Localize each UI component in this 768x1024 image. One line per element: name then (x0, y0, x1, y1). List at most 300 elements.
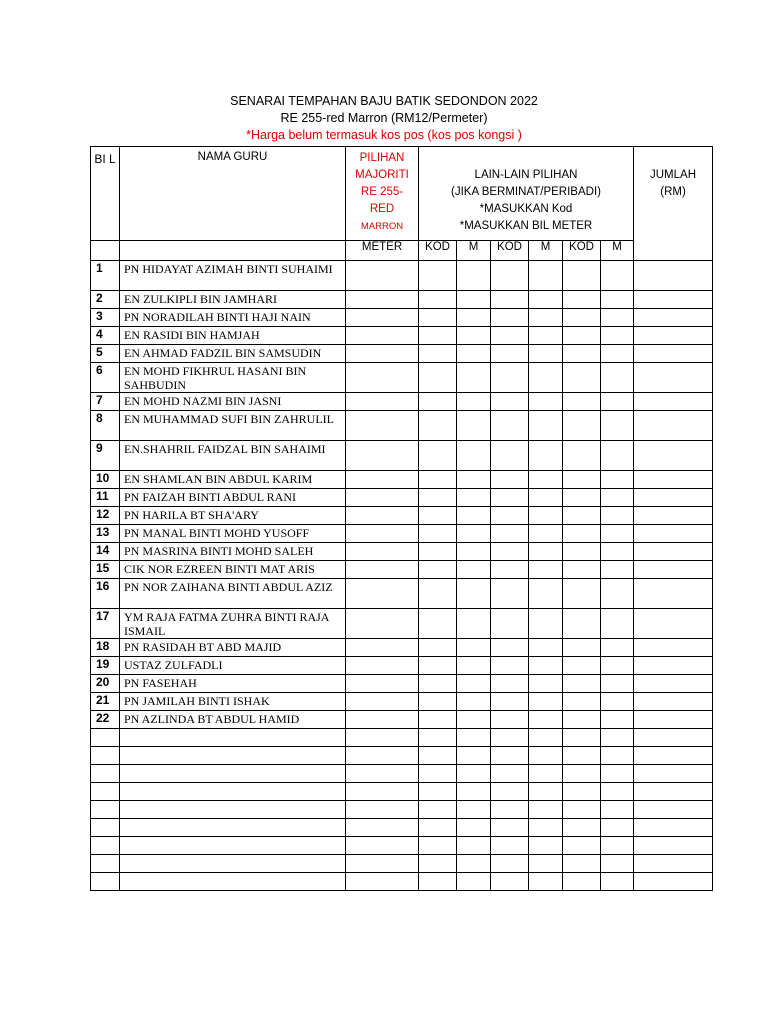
jumlah-cell[interactable] (634, 525, 713, 543)
table-row (91, 471, 713, 489)
m-cell[interactable] (601, 393, 634, 411)
kod-cell[interactable] (419, 291, 457, 309)
row-number: 3 (91, 309, 120, 327)
kod-cell[interactable] (563, 291, 601, 309)
m-cell[interactable] (457, 261, 491, 291)
m-cell[interactable] (529, 783, 563, 801)
kod-cell[interactable] (419, 543, 457, 561)
kod-header-3: KOD (563, 241, 601, 261)
kod-cell[interactable] (491, 801, 529, 819)
meter-cell[interactable] (346, 345, 419, 363)
kod-cell[interactable] (491, 525, 529, 543)
meter-cell[interactable] (346, 489, 419, 507)
row-number (91, 837, 120, 855)
meter-cell[interactable] (346, 543, 419, 561)
m-cell[interactable] (529, 639, 563, 657)
kod-cell[interactable] (419, 765, 457, 783)
m-cell[interactable] (457, 765, 491, 783)
kod-cell[interactable] (563, 747, 601, 765)
kod-cell[interactable] (563, 507, 601, 525)
m-cell[interactable] (457, 309, 491, 327)
m-cell[interactable] (601, 873, 634, 891)
teacher-name: PN HIDAYAT AZIMAH BINTI SUHAIMI (120, 261, 346, 291)
kod-cell[interactable] (491, 639, 529, 657)
kod-cell[interactable] (563, 657, 601, 675)
m-cell[interactable] (457, 327, 491, 345)
meter-cell[interactable] (346, 693, 419, 711)
kod-cell[interactable] (563, 783, 601, 801)
kod-cell[interactable] (419, 639, 457, 657)
kod-cell[interactable] (491, 489, 529, 507)
m-cell[interactable] (601, 639, 634, 657)
kod-cell[interactable] (491, 711, 529, 729)
m-cell[interactable] (601, 525, 634, 543)
m-cell[interactable] (601, 471, 634, 489)
jumlah-cell[interactable] (634, 489, 713, 507)
m-cell[interactable] (529, 393, 563, 411)
m-cell[interactable] (529, 525, 563, 543)
kod-cell[interactable] (419, 837, 457, 855)
kod-cell[interactable] (491, 855, 529, 873)
row-number: 5 (91, 345, 120, 363)
jumlah-cell[interactable] (634, 819, 713, 837)
kod-cell[interactable] (491, 675, 529, 693)
meter-cell[interactable] (346, 363, 419, 393)
kod-cell[interactable] (491, 543, 529, 561)
jumlah-cell[interactable] (634, 765, 713, 783)
m-cell[interactable] (457, 837, 491, 855)
kod-cell[interactable] (563, 639, 601, 657)
jumlah-cell[interactable] (634, 609, 713, 639)
jumlah-cell[interactable] (634, 561, 713, 579)
table-row (91, 327, 713, 345)
meter-cell[interactable] (346, 441, 419, 471)
m-cell[interactable] (457, 819, 491, 837)
m-cell[interactable] (601, 729, 634, 747)
kod-cell[interactable] (419, 711, 457, 729)
kod-cell[interactable] (563, 579, 601, 609)
m-cell[interactable] (457, 801, 491, 819)
m-cell[interactable] (601, 765, 634, 783)
teacher-name: PN MANAL BINTI MOHD YUSOFF (120, 525, 346, 543)
teacher-name: PN NOR ZAIHANA BINTI ABDUL AZIZ (120, 579, 346, 609)
m-cell[interactable] (601, 675, 634, 693)
table-row (91, 693, 713, 711)
kod-cell[interactable] (491, 819, 529, 837)
teacher-name (120, 855, 346, 873)
meter-cell[interactable] (346, 711, 419, 729)
jumlah-cell[interactable] (634, 261, 713, 291)
kod-cell[interactable] (491, 579, 529, 609)
meter-cell[interactable] (346, 747, 419, 765)
kod-cell[interactable] (491, 657, 529, 675)
m-cell[interactable] (457, 393, 491, 411)
kod-cell[interactable] (563, 609, 601, 639)
table-row (91, 729, 713, 747)
meter-cell[interactable] (346, 471, 419, 489)
meter-cell[interactable] (346, 561, 419, 579)
kod-cell[interactable] (491, 261, 529, 291)
row-number (91, 819, 120, 837)
m-cell[interactable] (457, 525, 491, 543)
jumlah-cell[interactable] (634, 693, 713, 711)
meter-cell[interactable] (346, 579, 419, 609)
m-cell[interactable] (601, 657, 634, 675)
meter-cell[interactable] (346, 393, 419, 411)
row-number: 16 (91, 579, 120, 609)
m-cell[interactable] (457, 471, 491, 489)
kod-cell[interactable] (419, 819, 457, 837)
m-cell[interactable] (457, 855, 491, 873)
kod-cell[interactable] (419, 327, 457, 345)
m-cell[interactable] (457, 507, 491, 525)
kod-cell[interactable] (419, 525, 457, 543)
kod-cell[interactable] (419, 345, 457, 363)
m-cell[interactable] (529, 309, 563, 327)
kod-cell[interactable] (563, 765, 601, 783)
jumlah-cell[interactable] (634, 657, 713, 675)
kod-cell[interactable] (419, 609, 457, 639)
kod-cell[interactable] (419, 783, 457, 801)
m-cell[interactable] (529, 693, 563, 711)
m-cell[interactable] (529, 579, 563, 609)
m-cell[interactable] (601, 345, 634, 363)
kod-cell[interactable] (563, 411, 601, 441)
m-cell[interactable] (601, 819, 634, 837)
kod-cell[interactable] (419, 675, 457, 693)
m-cell[interactable] (529, 507, 563, 525)
kod-cell[interactable] (419, 411, 457, 441)
jumlah-cell[interactable] (634, 579, 713, 609)
jumlah-cell[interactable] (634, 291, 713, 309)
m-header-1: M (457, 241, 491, 261)
kod-cell[interactable] (419, 801, 457, 819)
meter-cell[interactable] (346, 639, 419, 657)
kod-cell[interactable] (419, 729, 457, 747)
meter-cell[interactable] (346, 309, 419, 327)
m-cell[interactable] (529, 801, 563, 819)
jumlah-cell[interactable] (634, 363, 713, 393)
m-cell[interactable] (457, 657, 491, 675)
kod-cell[interactable] (563, 873, 601, 891)
m-cell[interactable] (601, 693, 634, 711)
m-cell[interactable] (529, 765, 563, 783)
m-cell[interactable] (601, 783, 634, 801)
m-cell[interactable] (529, 411, 563, 441)
jumlah-cell[interactable] (634, 345, 713, 363)
jumlah-cell[interactable] (634, 327, 713, 345)
kod-cell[interactable] (563, 441, 601, 471)
row-number: 7 (91, 393, 120, 411)
meter-cell[interactable] (346, 783, 419, 801)
m-cell[interactable] (457, 639, 491, 657)
jumlah-cell[interactable] (634, 747, 713, 765)
m-cell[interactable] (529, 345, 563, 363)
m-cell[interactable] (457, 873, 491, 891)
row-number (91, 747, 120, 765)
m-cell[interactable] (601, 543, 634, 561)
kod-cell[interactable] (419, 507, 457, 525)
meter-cell[interactable] (346, 819, 419, 837)
m-cell[interactable] (457, 489, 491, 507)
kod-cell[interactable] (563, 489, 601, 507)
kod-cell[interactable] (563, 261, 601, 291)
m-cell[interactable] (529, 441, 563, 471)
m-cell[interactable] (601, 507, 634, 525)
m-cell[interactable] (529, 837, 563, 855)
kod-cell[interactable] (491, 873, 529, 891)
row-number: 2 (91, 291, 120, 309)
kod-cell[interactable] (491, 729, 529, 747)
meter-cell[interactable] (346, 675, 419, 693)
teacher-name: PN AZLINDA BT ABDUL HAMID (120, 711, 346, 729)
kod-cell[interactable] (491, 747, 529, 765)
m-cell[interactable] (601, 855, 634, 873)
row-number: 15 (91, 561, 120, 579)
kod-cell[interactable] (419, 393, 457, 411)
jumlah-cell[interactable] (634, 801, 713, 819)
kod-cell[interactable] (563, 711, 601, 729)
kod-cell[interactable] (563, 729, 601, 747)
m-cell[interactable] (601, 261, 634, 291)
teacher-name: YM RAJA FATMA ZUHRA BINTI RAJA ISMAIL (120, 609, 346, 639)
table-row (91, 309, 713, 327)
kod-cell[interactable] (491, 693, 529, 711)
m-cell[interactable] (529, 711, 563, 729)
m-cell[interactable] (457, 711, 491, 729)
meter-cell[interactable] (346, 657, 419, 675)
meter-cell[interactable] (346, 765, 419, 783)
jumlah-cell[interactable] (634, 441, 713, 471)
row-number: 6 (91, 363, 120, 393)
table-row (91, 363, 713, 393)
m-cell[interactable] (601, 837, 634, 855)
meter-cell[interactable] (346, 261, 419, 291)
kod-header-2: KOD (491, 241, 529, 261)
jumlah-cell[interactable] (634, 675, 713, 693)
m-cell[interactable] (601, 489, 634, 507)
kod-cell[interactable] (419, 579, 457, 609)
kod-cell[interactable] (419, 363, 457, 393)
kod-cell[interactable] (491, 393, 529, 411)
kod-cell[interactable] (491, 765, 529, 783)
meter-cell[interactable] (346, 327, 419, 345)
m-cell[interactable] (457, 411, 491, 441)
m-cell[interactable] (601, 747, 634, 765)
kod-cell[interactable] (491, 327, 529, 345)
teacher-name (120, 837, 346, 855)
kod-cell[interactable] (419, 441, 457, 471)
kod-cell[interactable] (563, 471, 601, 489)
table-row (91, 873, 713, 891)
jumlah-cell[interactable] (634, 309, 713, 327)
m-cell[interactable] (529, 819, 563, 837)
row-number: 21 (91, 693, 120, 711)
table-row (91, 711, 713, 729)
meter-cell[interactable] (346, 411, 419, 441)
meter-cell[interactable] (346, 291, 419, 309)
table-row (91, 393, 713, 411)
meter-cell[interactable] (346, 855, 419, 873)
m-cell[interactable] (529, 729, 563, 747)
kod-cell[interactable] (491, 507, 529, 525)
m-header-2: M (529, 241, 563, 261)
kod-cell[interactable] (419, 261, 457, 291)
m-cell[interactable] (529, 609, 563, 639)
kod-cell[interactable] (491, 363, 529, 393)
m-cell[interactable] (457, 291, 491, 309)
kod-cell[interactable] (563, 327, 601, 345)
kod-cell[interactable] (491, 609, 529, 639)
m-cell[interactable] (529, 747, 563, 765)
teacher-name: EN MOHD FIKHRUL HASANI BIN SAHBUDIN (120, 363, 346, 393)
m-cell[interactable] (529, 855, 563, 873)
m-cell[interactable] (529, 873, 563, 891)
jumlah-cell[interactable] (634, 471, 713, 489)
kod-cell[interactable] (419, 471, 457, 489)
m-cell[interactable] (601, 363, 634, 393)
bil-sub-empty (91, 241, 120, 261)
table-row (91, 639, 713, 657)
row-number: 19 (91, 657, 120, 675)
jumlah-cell[interactable] (634, 507, 713, 525)
kod-cell[interactable] (563, 345, 601, 363)
m-cell[interactable] (529, 471, 563, 489)
kod-cell[interactable] (491, 471, 529, 489)
table-row (91, 783, 713, 801)
m-cell[interactable] (529, 327, 563, 345)
kod-cell[interactable] (491, 441, 529, 471)
m-cell[interactable] (457, 783, 491, 801)
m-cell[interactable] (457, 675, 491, 693)
table-row (91, 561, 713, 579)
m-cell[interactable] (601, 291, 634, 309)
m-cell[interactable] (601, 579, 634, 609)
kod-cell[interactable] (419, 855, 457, 873)
m-cell[interactable] (457, 729, 491, 747)
m-cell[interactable] (457, 609, 491, 639)
m-cell[interactable] (457, 363, 491, 393)
kod-cell[interactable] (419, 489, 457, 507)
table-row (91, 609, 713, 639)
m-cell[interactable] (601, 309, 634, 327)
m-cell[interactable] (601, 561, 634, 579)
kod-cell[interactable] (419, 561, 457, 579)
row-number: 13 (91, 525, 120, 543)
jumlah-cell[interactable] (634, 411, 713, 441)
kod-cell[interactable] (563, 837, 601, 855)
kod-cell[interactable] (491, 309, 529, 327)
m-cell[interactable] (529, 261, 563, 291)
jumlah-cell[interactable] (634, 729, 713, 747)
table-row (91, 543, 713, 561)
kod-cell[interactable] (563, 819, 601, 837)
kod-cell[interactable] (419, 693, 457, 711)
jumlah-cell[interactable] (634, 639, 713, 657)
jumlah-cell[interactable] (634, 711, 713, 729)
m-cell[interactable] (457, 693, 491, 711)
kod-cell[interactable] (563, 675, 601, 693)
meter-cell[interactable] (346, 837, 419, 855)
m-cell[interactable] (457, 441, 491, 471)
m-cell[interactable] (601, 609, 634, 639)
kod-cell[interactable] (491, 837, 529, 855)
kod-cell[interactable] (419, 309, 457, 327)
price-note: *Harga belum termasuk kos pos (kos pos kongsi ) (246, 128, 522, 142)
kod-cell[interactable] (419, 873, 457, 891)
kod-cell[interactable] (491, 411, 529, 441)
kod-cell[interactable] (419, 657, 457, 675)
m-cell[interactable] (529, 561, 563, 579)
m-cell[interactable] (529, 291, 563, 309)
kod-cell[interactable] (563, 309, 601, 327)
m-cell[interactable] (529, 489, 563, 507)
kod-cell[interactable] (563, 801, 601, 819)
nama-sub-empty (120, 241, 346, 261)
m-cell[interactable] (457, 561, 491, 579)
kod-cell[interactable] (563, 543, 601, 561)
kod-cell[interactable] (563, 525, 601, 543)
kod-cell[interactable] (563, 561, 601, 579)
jumlah-cell[interactable] (634, 543, 713, 561)
m-cell[interactable] (601, 801, 634, 819)
kod-cell[interactable] (491, 783, 529, 801)
m-cell[interactable] (529, 543, 563, 561)
meter-cell[interactable] (346, 729, 419, 747)
teacher-name (120, 801, 346, 819)
jumlah-cell[interactable] (634, 873, 713, 891)
kod-cell[interactable] (563, 855, 601, 873)
kod-cell[interactable] (491, 345, 529, 363)
m-cell[interactable] (457, 579, 491, 609)
m-cell[interactable] (529, 657, 563, 675)
m-cell[interactable] (457, 747, 491, 765)
meter-cell[interactable] (346, 801, 419, 819)
kod-cell[interactable] (563, 363, 601, 393)
row-number: 9 (91, 441, 120, 471)
m-cell[interactable] (601, 441, 634, 471)
jumlah-cell[interactable] (634, 783, 713, 801)
bil-header: BI L (91, 147, 120, 241)
jumlah-cell[interactable] (634, 837, 713, 855)
row-number (91, 729, 120, 747)
kod-cell[interactable] (563, 693, 601, 711)
teacher-name (120, 819, 346, 837)
m-cell[interactable] (601, 711, 634, 729)
teacher-name: PN JAMILAH BINTI ISHAK (120, 693, 346, 711)
jumlah-cell[interactable] (634, 855, 713, 873)
kod-cell[interactable] (563, 393, 601, 411)
kod-cell[interactable] (491, 561, 529, 579)
m-cell[interactable] (457, 543, 491, 561)
row-number: 18 (91, 639, 120, 657)
teacher-name (120, 729, 346, 747)
m-cell[interactable] (601, 327, 634, 345)
m-cell[interactable] (601, 411, 634, 441)
m-cell[interactable] (457, 345, 491, 363)
row-number: 11 (91, 489, 120, 507)
meter-cell[interactable] (346, 507, 419, 525)
row-number (91, 801, 120, 819)
kod-cell[interactable] (491, 291, 529, 309)
meter-cell[interactable] (346, 609, 419, 639)
m-cell[interactable] (529, 363, 563, 393)
meter-cell[interactable] (346, 873, 419, 891)
m-cell[interactable] (529, 675, 563, 693)
jumlah-cell[interactable] (634, 393, 713, 411)
meter-cell[interactable] (346, 525, 419, 543)
kod-cell[interactable] (419, 747, 457, 765)
